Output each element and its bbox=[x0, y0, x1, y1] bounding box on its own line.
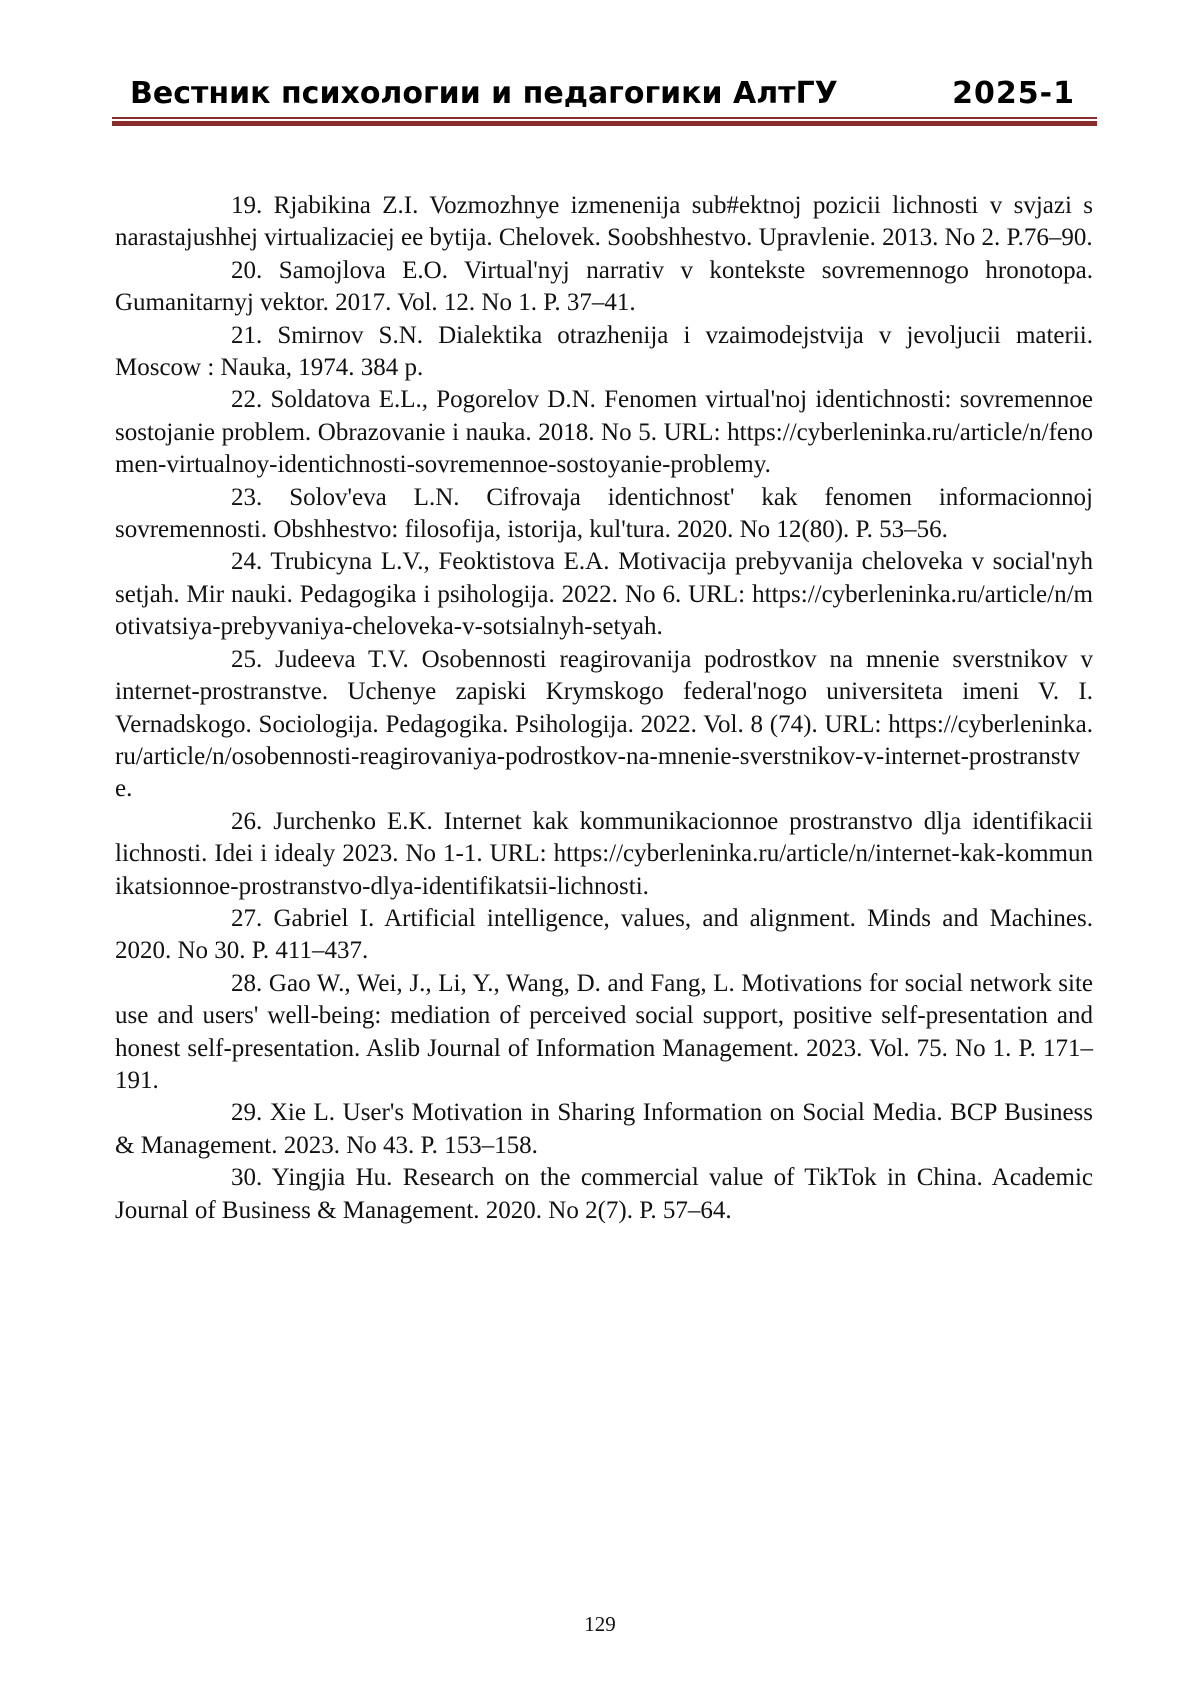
reference-number: 27. bbox=[173, 903, 262, 935]
reference-text: Yingjia Hu. Research on the commercial value of TikTok in China. Academic Journal of Business & Management. 2020. No 2(7). P. 57–64. bbox=[115, 1164, 1093, 1223]
reference-url[interactable]: https://cyberleninka.ru/article/n/osobennosti-reagirovaniya-podrostkov-na-mnenie-sverstnikov-v-internet-prostranstve. bbox=[115, 711, 1093, 803]
reference-number: 22. bbox=[173, 384, 262, 416]
reference-item bbox=[115, 190, 1093, 255]
header-rule-thin bbox=[112, 117, 1097, 119]
reference-item bbox=[115, 320, 1093, 385]
reference-number: 30. bbox=[173, 1162, 262, 1194]
reference-text: Judeeva T.V. Osobennosti reagirovanija podrostkov na mnenie sverstnikov v internet-prostranstve. Uchenye zapiski Krymskogo federal'nogo universiteta imeni V. I. Vernadskogo. Sociologija. Pedagogika. Psihologija. 2022. Vol. 8 (74). URL: bbox=[115, 646, 1093, 738]
journal-title: Вестник психологии и педагогики АлтГУ bbox=[130, 74, 838, 114]
reference-text: Gabriel I. Artificial intelligence, values, and alignment. Minds and Machines. 2020. No 30. P. 411–437. bbox=[115, 905, 1093, 964]
reference-item bbox=[115, 482, 1093, 547]
reference-text: Trubicyna L.V., Feoktistova E.A. Motivacija prebyvanija cheloveka v social'nyh setjah. Mir nauki. Pedagogika i psihologija. 2022. No 6. URL: bbox=[115, 548, 1093, 607]
reference-number: 23. bbox=[173, 482, 262, 514]
reference-item bbox=[115, 806, 1093, 903]
reference-number: 24. bbox=[173, 546, 262, 578]
reference-item bbox=[115, 546, 1093, 643]
reference-item bbox=[115, 255, 1093, 320]
reference-number: 28. bbox=[173, 968, 262, 1000]
reference-url[interactable]: https://cyberleninka.ru/article/n/motivatsiya-prebyvaniya-cheloveka-v-sotsialnyh-setyah. bbox=[115, 581, 1093, 640]
reference-text: Xie L. User's Motivation in Sharing Information on Social Media. BCP Business & Management. 2023. No 43. P. 153–158. bbox=[115, 1099, 1093, 1158]
reference-url[interactable]: https://cyberleninka.ru/article/n/internet-kak-kommunikatsionnoe-prostranstvo-dlya-identifikatsii-lichnosti. bbox=[115, 840, 1093, 899]
reference-item bbox=[115, 1097, 1093, 1162]
reference-number: 25. bbox=[173, 644, 262, 676]
page-number: 129 bbox=[0, 1610, 1200, 1638]
reference-number: 20. bbox=[173, 255, 262, 287]
reference-list bbox=[115, 190, 1093, 1227]
reference-text: Gao W., Wei, J., Li, Y., Wang, D. and Fang, L. Motivations for social network site use and users' well-being: mediation of perceived social support, positive self-presentation and honest self-presentation. Aslib Journal of Information Management. 2023. Vol. 75. No 1. P. 171–191. bbox=[115, 970, 1093, 1094]
reference-url[interactable]: https://cyberleninka.ru/article/n/fenomen-virtualnoy-identichnosti-sovremennoe-sostoyanie-problemy. bbox=[115, 419, 1093, 478]
reference-item bbox=[115, 1162, 1093, 1227]
reference-number: 26. bbox=[173, 806, 262, 838]
reference-text: Samojlova E.O. Virtual'nyj narrativ v kontekste sovremennogo hronotopa. Gumanitarnyj vektor. 2017. Vol. 12. No 1. P. 37–41. bbox=[115, 257, 1093, 316]
reference-text: Rjabikina Z.I. Vozmozhnye izmenenija sub#ektnoj pozicii lichnosti v svjazi s narastajushhej virtualizaciej ee bytija. Chelovek. Soobshhestvo. Upravlenie. 2013. No 2. P.76–90. bbox=[115, 192, 1093, 251]
reference-item bbox=[115, 644, 1093, 806]
reference-item bbox=[115, 384, 1093, 481]
header-rule-thick bbox=[112, 121, 1097, 126]
running-header bbox=[130, 74, 1075, 120]
reference-text: Smirnov S.N. Dialektika otrazhenija i vzaimodejstvija v jevoljucii materii. Moscow : Nauka, 1974. 384 p. bbox=[115, 322, 1093, 381]
reference-number: 21. bbox=[173, 320, 262, 352]
reference-text: Soldatova E.L., Pogorelov D.N. Fenomen virtual'noj identichnosti: sovremennoe sostojanie problem. Obrazovanie i nauka. 2018. No 5. URL: bbox=[115, 386, 1093, 445]
reference-number: 29. bbox=[173, 1097, 262, 1129]
reference-item bbox=[115, 903, 1093, 968]
reference-text: Jurchenko E.K. Internet kak kommunikacionnoe prostranstvo dlja identifikacii lichnosti. Idei i idealy 2023. No 1-1. URL: bbox=[115, 808, 1093, 867]
reference-item bbox=[115, 968, 1093, 1098]
reference-number: 19. bbox=[173, 190, 262, 222]
reference-text: Solov'eva L.N. Cifrovaja identichnost' kak fenomen informacionnoj sovremennosti. Obshhestvo: filosofija, istorija, kul'tura. 2020. No 12(80). P. 53–56. bbox=[115, 484, 1093, 543]
issue-number: 2025-1 bbox=[952, 74, 1075, 114]
